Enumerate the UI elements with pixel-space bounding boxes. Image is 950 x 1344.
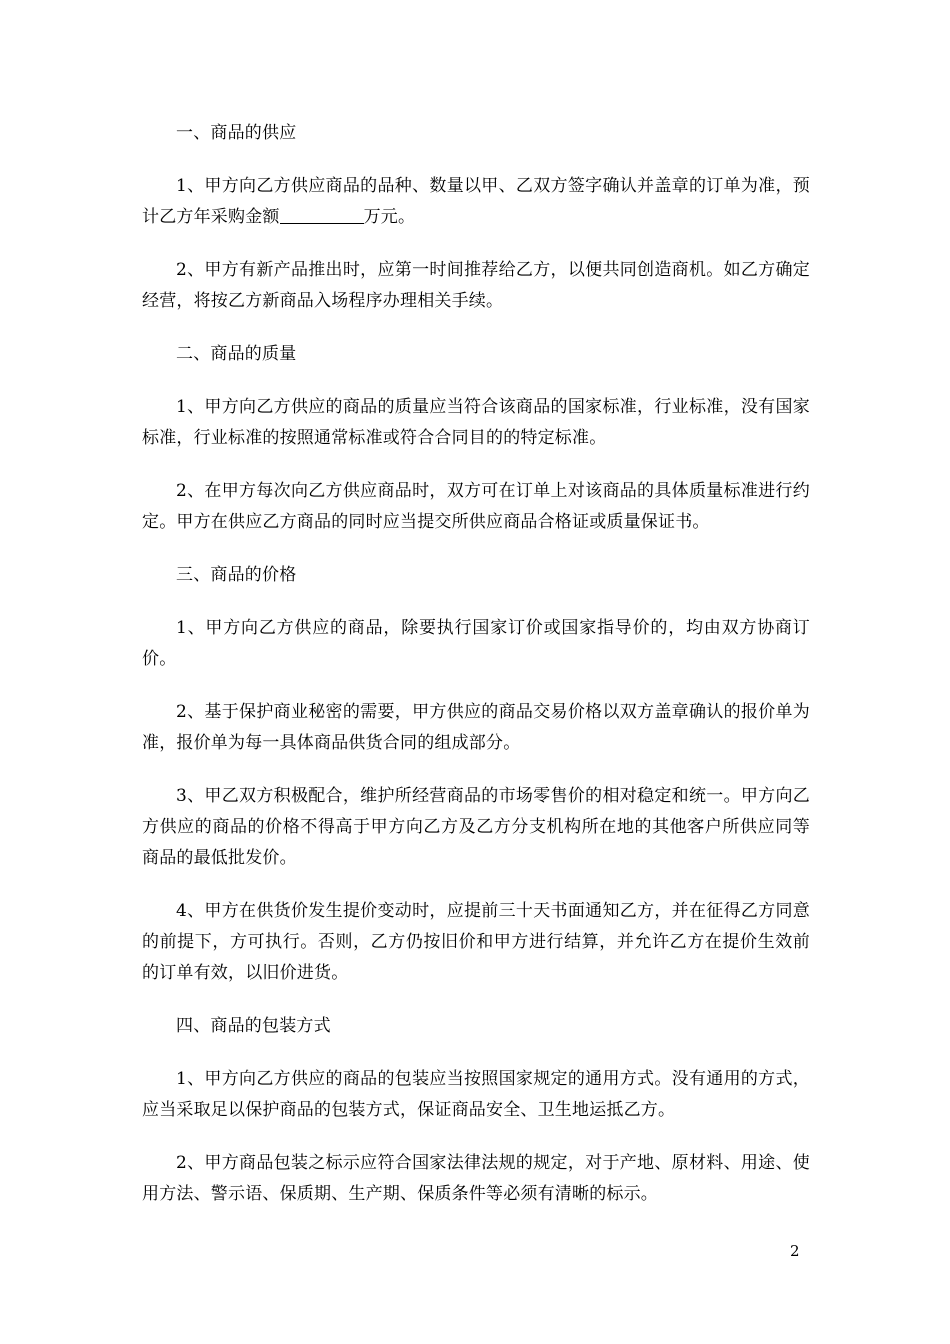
document-body xyxy=(142,118,810,1232)
paragraph: 4、甲方在供货价发生提价变动时，应提前三十天书面通知乙方，并在征得乙方同意的前提下，方可执行。否则，乙方仍按旧价和甲方进行结算，并允许乙方在提价生效前的订单有效，以旧价进货。 xyxy=(142,901,810,983)
section-heading: 二、商品的质量 xyxy=(176,344,297,364)
paragraph: 3、甲乙双方积极配合，维护所经营商品的市场零售价的相对稳定和统一。甲方向乙方供应的商品的价格不得高于甲方向乙方及乙方分支机构所在地的其他客户所供应同等商品的最低批发价。 xyxy=(142,786,810,868)
paragraph: 1、甲方向乙方供应的商品的质量应当符合该商品的国家标准，行业标准，没有国家标准，行业标准的按照通常标准或符合合同目的的特定标准。 xyxy=(142,397,810,448)
paragraph: 2、基于保护商业秘密的需要，甲方供应的商品交易价格以双方盖章确认的报价单为准，报价单为每一具体商品供货合同的组成部分。 xyxy=(142,702,810,753)
paragraph: 2、甲方商品包装之标示应符合国家法律法规的规定，对于产地、原材料、用途、使用方法、警示语、保质期、生产期、保质条件等必须有清晰的标示。 xyxy=(142,1153,810,1204)
paragraph-text: 1、甲方向乙方供应商品的品种、数量以甲、乙双方签字确认并盖章的订单为准，预计乙方年采购金额 xyxy=(142,176,810,227)
section-heading: 四、商品的包装方式 xyxy=(176,1016,331,1036)
amount-blank-line xyxy=(280,205,364,224)
paragraph: 1、甲方向乙方供应的商品的包装应当按照国家规定的通用方式。没有通用的方式，应当采取足以保护商品的包装方式，保证商品安全、卫生地运抵乙方。 xyxy=(142,1069,810,1120)
section-heading: 三、商品的价格 xyxy=(176,565,297,585)
paragraph: 2、在甲方每次向乙方供应商品时，双方可在订单上对该商品的具体质量标准进行约定。甲方在供应乙方商品的同时应当提交所供应商品合格证或质量保证书。 xyxy=(142,481,810,532)
page-number: 2 xyxy=(790,1242,800,1260)
paragraph-text: 万元。 xyxy=(363,207,416,227)
paragraph xyxy=(142,171,810,233)
section-heading: 一、商品的供应 xyxy=(176,123,297,143)
paragraph: 2、甲方有新产品推出时，应第一时间推荐给乙方，以便共同创造商机。如乙方确定经营，将按乙方新商品入场程序办理相关手续。 xyxy=(142,260,810,311)
paragraph: 1、甲方向乙方供应的商品，除要执行国家订价或国家指导价的，均由双方协商订价。 xyxy=(142,618,810,669)
